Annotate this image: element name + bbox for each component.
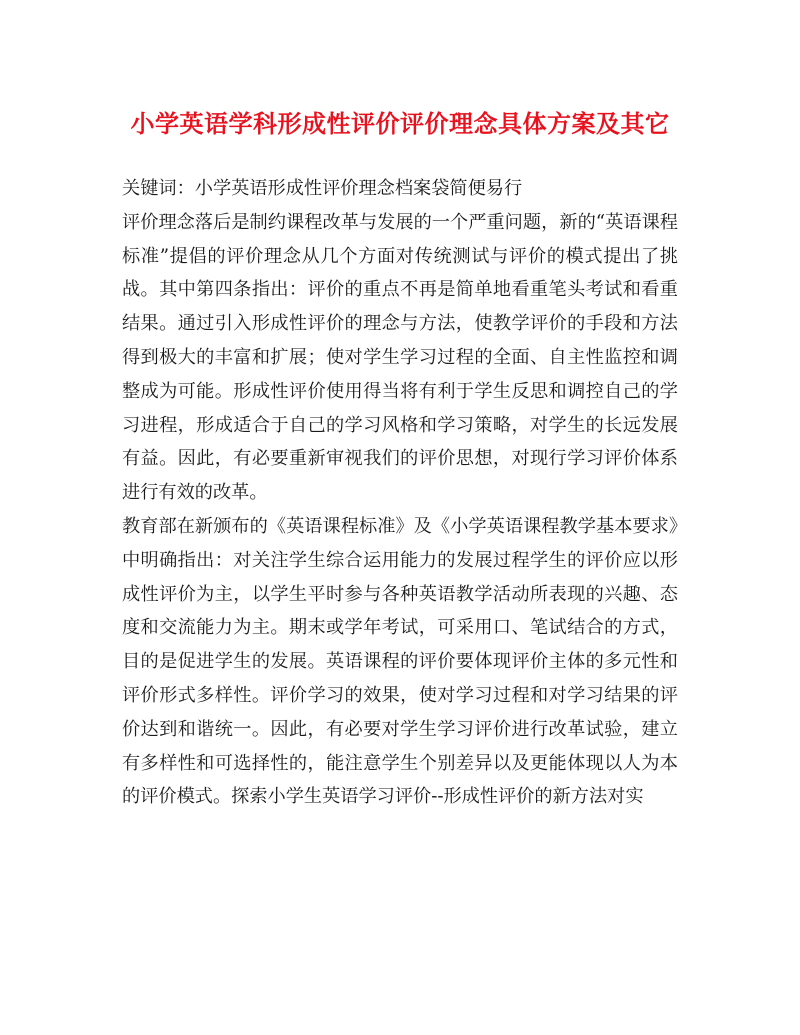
- body-paragraph: 评价理念落后是制约课程改革与发展的一个严重问题，新的“英语课程标准”提倡的评价理念从几个方面对传统测试与评价的模式提出了挑战。其中第四条指出：评价的重点不再是简单地看重笔头考试和看重结果。通过引入形成性评价的理念与方法，使教学评价的手段和方法得到极大的丰富和扩展；使对学生学习过程的全面、自主性监控和调整成为可能。形成性评价使用得当将有利于学生反思和调控自己的学习进程，形成适合于自己的学习风格和学习策略，对学生的长远发展有益。因此，有必要重新审视我们的评价思想，对现行学习评价体系进行有效的改革。: [122, 211, 678, 504]
- document-body: [122, 172, 678, 814]
- document-title: 小学英语学科形成性评价评价理念具体方案及其它: [130, 109, 670, 138]
- keywords-line: 关键词：小学英语形成性评价理念档案袋简便易行: [122, 178, 523, 199]
- body-paragraph: 教育部在新颁布的《英语课程标准》及《小学英语课程教学基本要求》中明确指出：对关注学生综合运用能力的发展过程学生的评价应以形成性评价为主，以学生平时参与各种英语教学活动所表现的兴趣、态度和交流能力为主。期末或学年考试，可采用口、笔试结合的方式，目的是促进学生的发展。英语课程的评价要体现评价主体的多元性和评价形式多样性。评价学习的效果，使对学习过程和对学习结果的评价达到和谐统一。因此，有必要对学生学习评价进行改革试验，建立有多样性和可选择性的，能注意学生个别差异以及更能体现以人为本的评价模式。探索小学生英语学习评价--形成性评价的新方法对实: [122, 515, 678, 808]
